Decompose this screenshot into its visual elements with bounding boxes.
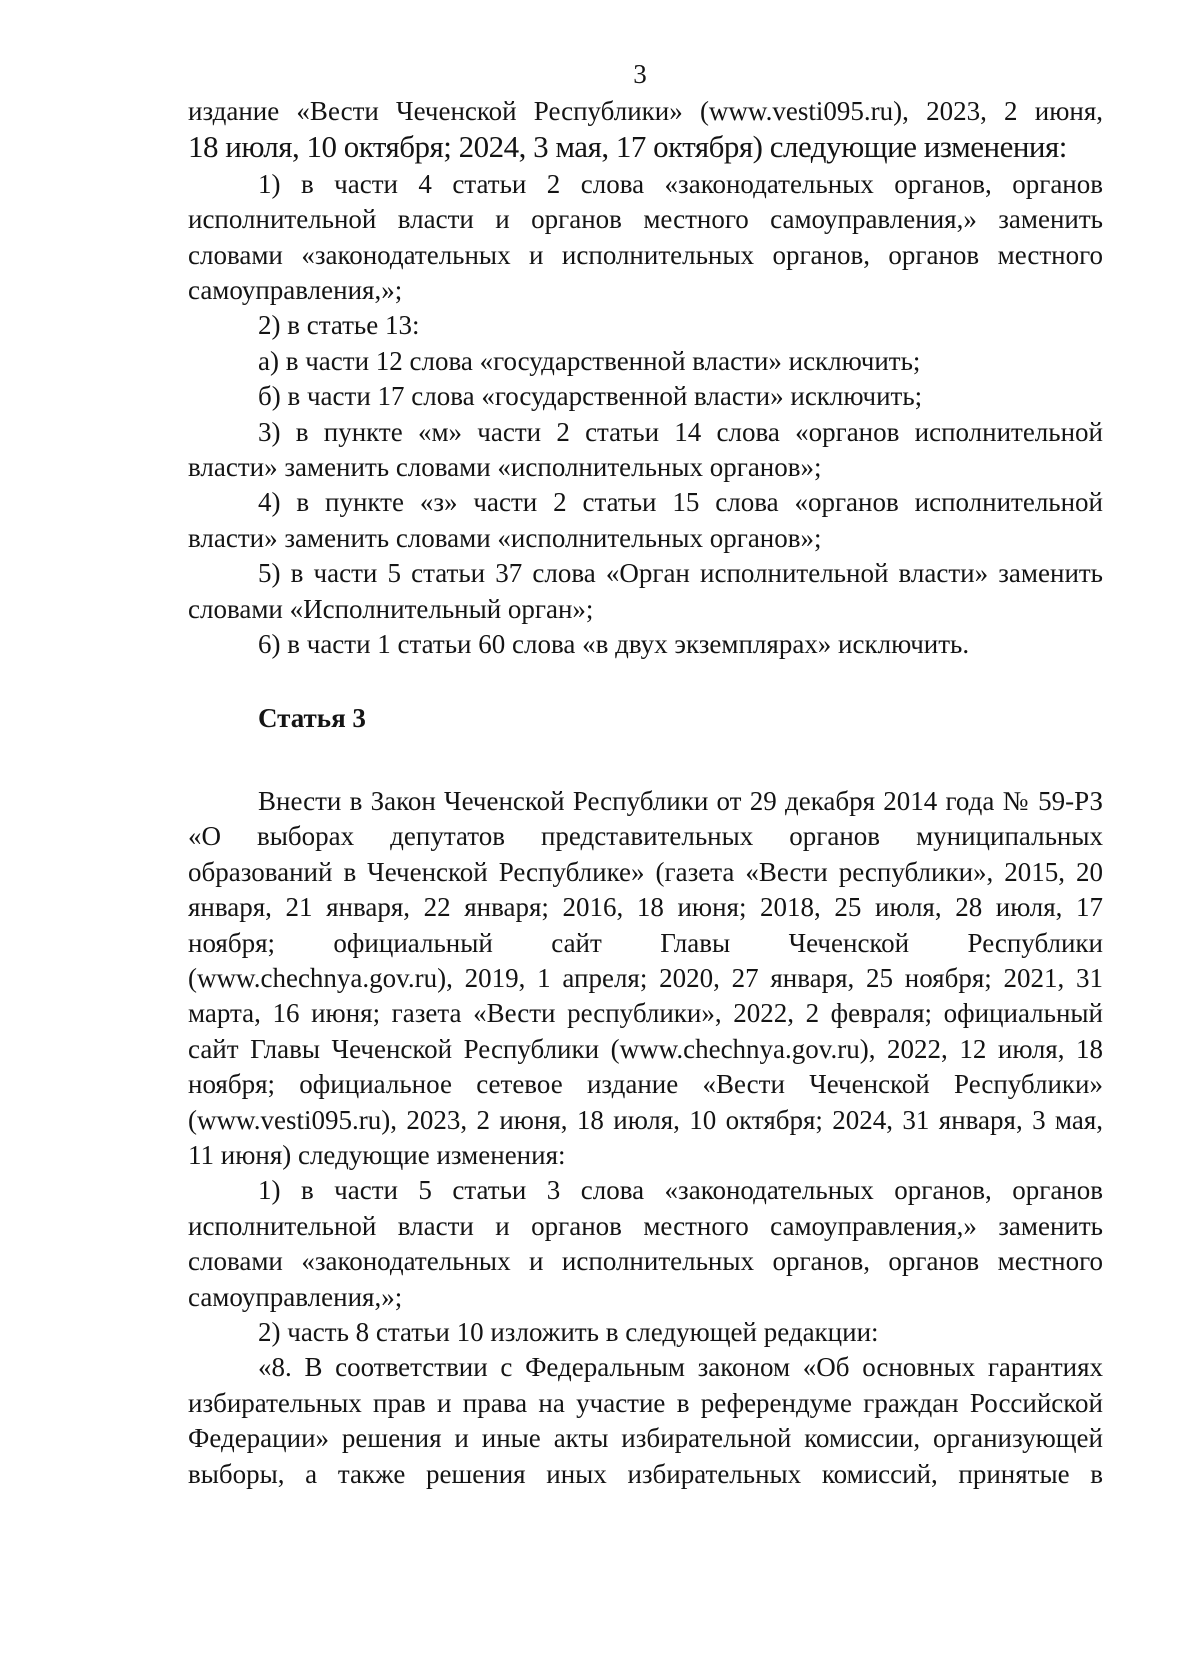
intro-line-2 (188, 129, 1103, 166)
article2-item-1: 1) в части 4 статьи 2 слова «законодательных органов, органов исполнительной власти и органов местного самоуправления,» заменить словами «законодательных и исполнительных органов, органов местного самоуправления,»; (188, 168, 1103, 306)
article2-item-2b: б) в части 17 слова «государственной власти» исключить; (258, 381, 923, 412)
intro-line-1: издание «Вести Чеченской Республики» (www.vesti095.ru), 2023, 2 июня, (188, 96, 1103, 126)
article2-item-2: 2) в статье 13: (258, 310, 420, 341)
article2-item-5: 5) в части 5 статьи 37 слова «Орган исполнительной власти» заменить словами «Исполнительный орган»; (188, 558, 1103, 624)
article2-item-6: 6) в части 1 статьи 60 слова «в двух экземплярах» исключить. (258, 629, 970, 660)
article3-item-2: 2) часть 8 статьи 10 изложить в следующей редакции: (258, 1317, 879, 1347)
article2-item-3: 3) в пункте «м» части 2 статьи 14 слова «органов исполнительной власти» заменить словами «исполнительных органов»; (188, 416, 1103, 483)
article2-item-4: 4) в пункте «з» части 2 статьи 15 слова «органов исполнительной власти» заменить словами «исполнительных органов»; (188, 487, 1103, 553)
document-body (188, 94, 1103, 1492)
article3-heading: Статья 3 (258, 702, 366, 733)
article3-item-1: 1) в части 5 статьи 3 слова «законодательных органов, органов исполнительной власти и органов местного самоуправления,» заменить словами «законодательных и исполнительных органов, органов местного самоуправления,»; (188, 1175, 1103, 1312)
article2-item-2a: а) в части 12 слова «государственной власти» исключить; (258, 345, 921, 376)
section-spacer (188, 663, 1103, 701)
article3-item-quote: «8. В соответствии с Федеральным законом «Об основных гарантиях избирательных прав и права на участие в референдуме граждан Российской Федерации» решения и иные акты избирательной комиссии, организующей выборы, а также решения иных избирательных комиссий, принятые в (188, 1352, 1103, 1489)
intro-line-2-text: 18 июля, 10 октября; 2024, 3 мая, 17 октября) следующие изменения: (188, 129, 1067, 165)
page-number: 3 (633, 59, 647, 89)
section-spacer (188, 736, 1103, 784)
article3-intro: Внести в Закон Чеченской Республики от 29 декабря 2014 года № 59-РЗ «О выборах депутатов представительных органов муниципальных образований в Чеченской Республике» (газета «Вести республики», 2015, 20 января, 21 января, 22 января; 2016, 18 июня; 2018, 25 июля, 28 июля, 17 ноября; официальный сайт Главы Чеченской Республики (www.chechnya.gov.ru), 2019, 1 апреля; 2020, 27 января, 25 ноября; 2021, 31 марта, 16 июня; газета «Вести республики», 2022, 2 февраля; официальный сайт Главы Чеченской Республики (www.chechnya.gov.ru), 2022, 12 июля, 18 ноября; официальное сетевое издание «Вести Чеченской Республики» (www.vesti095.ru), 2023, 2 июня, 18 июля, 10 октября; 2024, 31 января, 3 мая, 11 июня) следующие изменения: (188, 785, 1103, 1170)
